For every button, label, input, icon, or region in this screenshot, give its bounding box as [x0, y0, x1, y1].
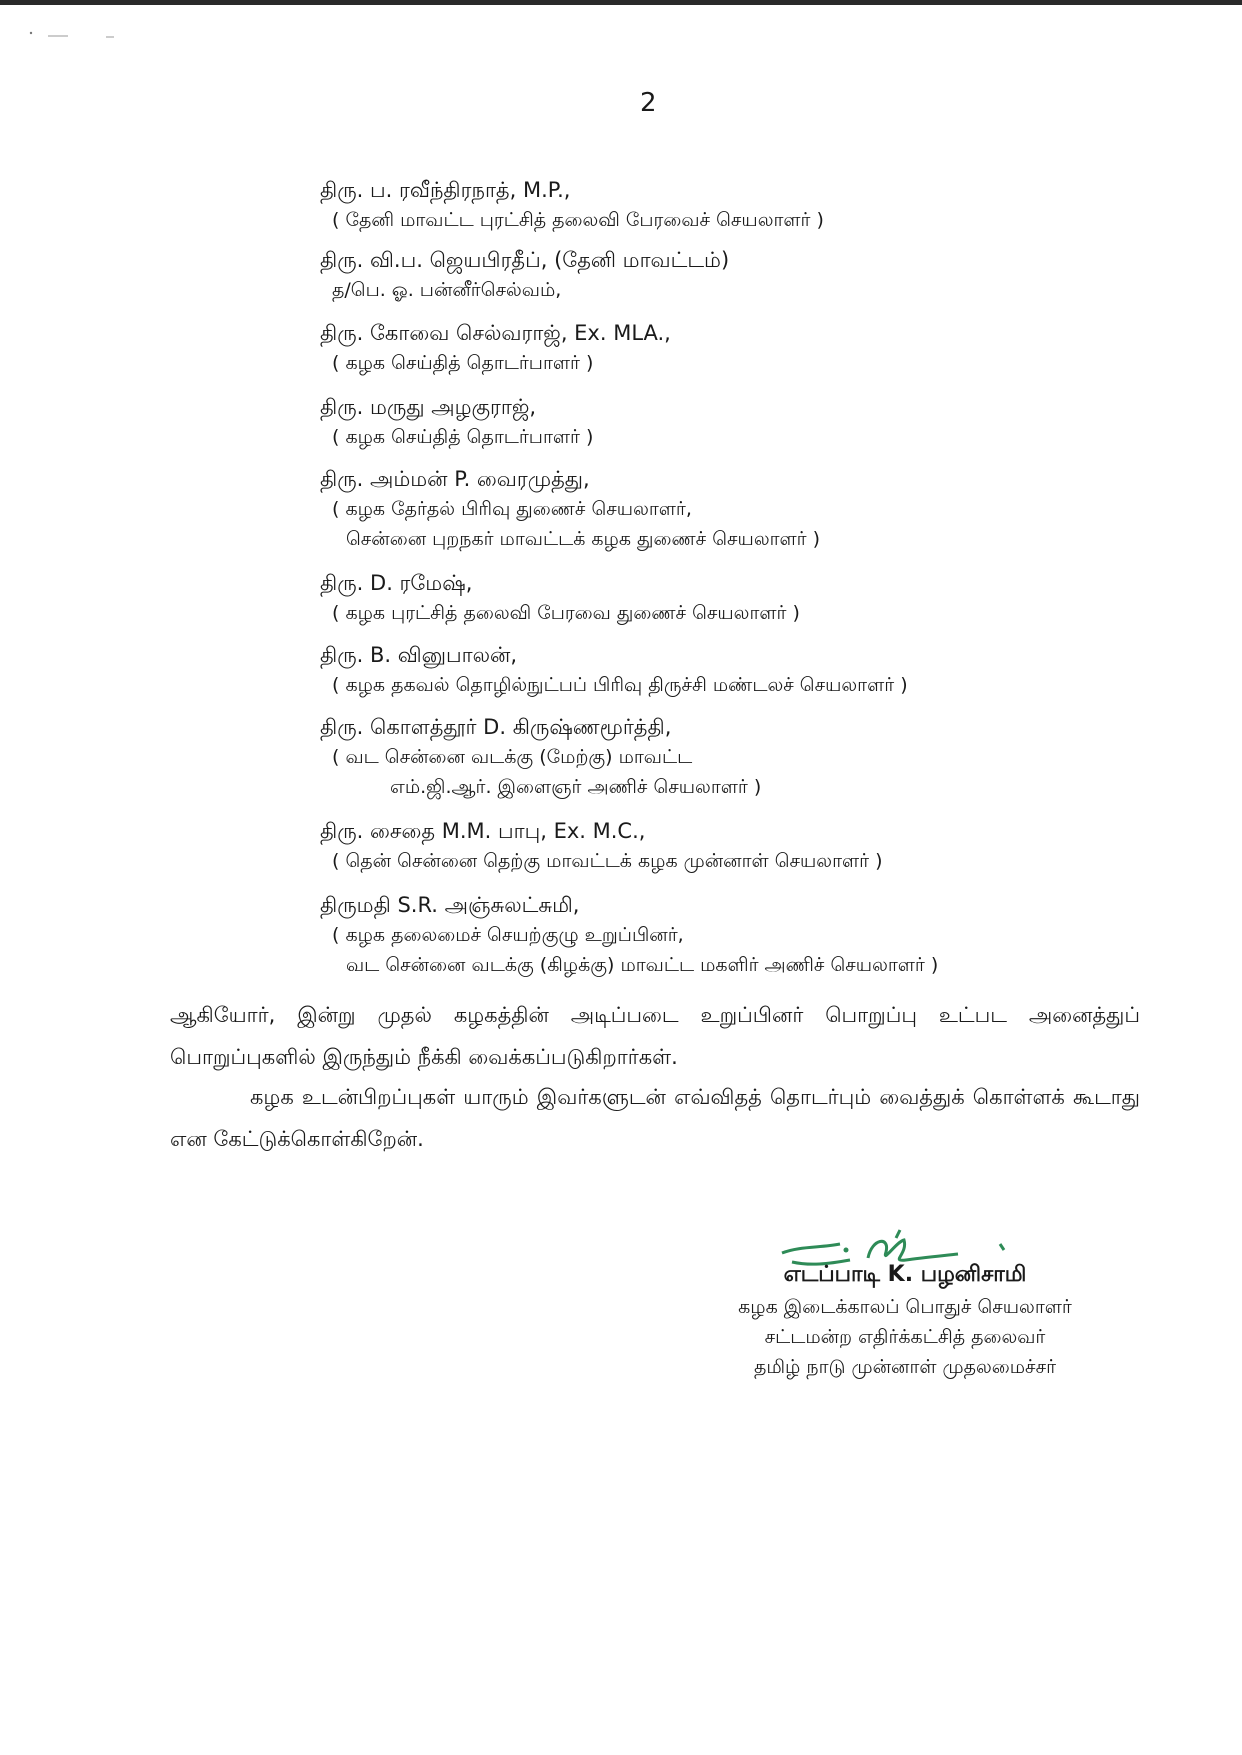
appeal-statement: கழக உடன்பிறப்புகள் யாரும் இவர்களுடன் எவ்விதத் தொடர்பும் வைத்துக் கொள்ளக் கூடாது என கேட்டுக்கொள்கிறேன்.: [170, 1085, 1140, 1151]
person-name: திருமதி S.R. அஞ்சுலட்சுமி,: [320, 893, 580, 917]
signatory-title: கழக இடைக்காலப் பொதுச் செயலாளர்: [738, 1296, 1072, 1318]
top-border: [0, 0, 1242, 5]
signatory-title: தமிழ் நாடு முன்னாள் முதலமைச்சர்: [753, 1356, 1057, 1378]
person-entry-1: [320, 175, 1140, 235]
person-name: திரு. கோவை செல்வராஜ், Ex. MLA.,: [320, 321, 671, 345]
person-role: சென்னை புறநகர் மாவட்டக் கழக துணைச் செயலாளர் ): [346, 528, 821, 550]
person-role: ( கழக செய்தித் தொடர்பாளர் ): [332, 426, 594, 448]
person-role: ( தென் சென்னை தெற்கு மாவட்டக் கழக முன்னாள் செயலாளர் ): [332, 850, 883, 872]
scan-artifact: [28, 30, 118, 40]
signatory-title: சட்டமன்ற எதிர்க்கட்சித் தலைவர்: [764, 1326, 1046, 1348]
person-entry-6: [320, 568, 1140, 628]
person-role: ( கழக புரட்சித் தலைவி பேரவை துணைச் செயலாளர் ): [332, 602, 800, 624]
person-role: ( கழக தகவல் தொழில்நுட்பப் பிரிவு திருச்சி மண்டலச் செயலாளர் ): [332, 674, 908, 696]
person-entry-4: [320, 392, 1140, 452]
person-name: திரு. மருது அழகுராஜ்,: [320, 395, 537, 419]
person-role: ( கழக செய்தித் தொடர்பாளர் ): [332, 352, 594, 374]
person-name: திரு. D. ரமேஷ்,: [320, 571, 473, 595]
person-role: வட சென்னை வடக்கு (கிழக்கு) மாவட்ட மகளிர் அணிச் செயலாளர் ): [346, 954, 939, 976]
page-number: 2: [640, 88, 657, 118]
signatory-name: எடப்பாடி K. பழனிசாமி: [783, 1262, 1027, 1287]
person-name: திரு. ப. ரவீந்திரநாத், M.P.,: [320, 178, 571, 202]
person-role: த/பெ. ஓ. பன்னீர்செல்வம்,: [332, 279, 562, 301]
removal-statement: ஆகியோர், இன்று முதல் கழகத்தின் அடிப்படை உறுப்பினர் பொறுப்பு உட்பட அனைத்துப் பொறுப்புகளில் இருந்தும் நீக்கி வைக்கப்படுகிறார்கள்.: [170, 1003, 1140, 1069]
person-entry-8: [320, 712, 1140, 802]
person-role: ( தேனி மாவட்ட புரட்சித் தலைவி பேரவைச் செயலாளர் ): [332, 209, 824, 231]
person-role: ( கழக தலைமைச் செயற்குழு உறுப்பினர்,: [332, 924, 684, 946]
signature-block: [680, 1258, 1130, 1382]
person-name: திரு. வி.ப. ஜெயபிரதீப், (தேனி மாவட்டம்): [320, 248, 730, 272]
person-role: எம்.ஜி.ஆர். இளைஞர் அணிச் செயலாளர் ): [390, 776, 762, 798]
person-name: திரு. கொளத்தூர் D. கிருஷ்ணமூர்த்தி,: [320, 715, 672, 739]
person-role: ( கழக தேர்தல் பிரிவு துணைச் செயலாளர்,: [332, 498, 692, 520]
person-entry-9: [320, 816, 1140, 876]
person-entry-10: [320, 890, 1140, 980]
person-role: ( வட சென்னை வடக்கு (மேற்கு) மாவட்ட: [332, 746, 693, 768]
person-name: திரு. B. வினுபாலன்,: [320, 643, 518, 667]
person-entry-7: [320, 640, 1140, 700]
person-name: திரு. சைதை M.M. பாபு, Ex. M.C.,: [320, 819, 646, 843]
person-entry-3: [320, 318, 1140, 378]
person-entry-2: [320, 245, 1140, 305]
person-name: திரு. அம்மன் P. வைரமுத்து,: [320, 467, 590, 491]
person-entry-5: [320, 464, 1140, 554]
